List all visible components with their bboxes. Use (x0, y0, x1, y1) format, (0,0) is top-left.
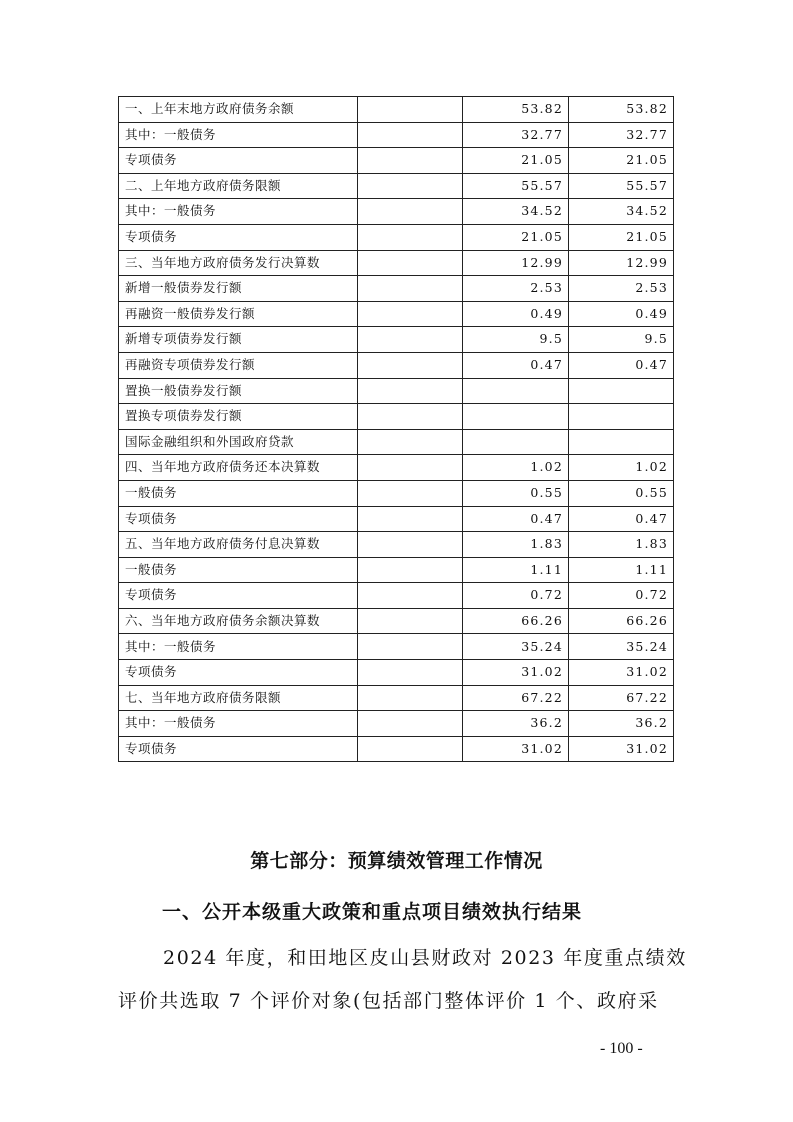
row-label-cell: 新增一般债券发行额 (119, 276, 358, 302)
row-col2-cell (358, 583, 463, 609)
row-label-cell: 其中：一般债务 (119, 122, 358, 148)
row-col4-cell: 35.24 (569, 634, 674, 660)
table-row (119, 199, 674, 225)
row-col2-cell (358, 634, 463, 660)
row-col3-cell: 21.05 (463, 224, 569, 250)
row-col4-cell (569, 404, 674, 430)
row-col4-cell: 31.02 (569, 660, 674, 686)
row-col2-cell (358, 736, 463, 762)
row-col4-cell: 0.47 (569, 352, 674, 378)
row-col4-cell: 0.72 (569, 583, 674, 609)
row-label-cell: 四、当年地方政府债务还本决算数 (119, 455, 358, 481)
debt-table-body (119, 97, 674, 762)
page-number: - 100 - (600, 1040, 643, 1057)
table-row (119, 711, 674, 737)
row-col4-cell: 0.55 (569, 480, 674, 506)
row-label-cell: 置换专项债券发行额 (119, 404, 358, 430)
row-label-cell: 再融资一般债券发行额 (119, 301, 358, 327)
row-col4-cell: 66.26 (569, 608, 674, 634)
row-col3-cell (463, 429, 569, 455)
row-col3-cell (463, 404, 569, 430)
row-label-cell: 其中：一般债务 (119, 711, 358, 737)
row-col4-cell: 1.02 (569, 455, 674, 481)
row-label-cell: 其中：一般债务 (119, 199, 358, 225)
row-label-cell: 专项债务 (119, 148, 358, 174)
table-row (119, 634, 674, 660)
row-label-cell: 其中：一般债务 (119, 634, 358, 660)
row-col3-cell: 35.24 (463, 634, 569, 660)
row-col4-cell: 34.52 (569, 199, 674, 225)
row-col2-cell (358, 250, 463, 276)
row-label-cell: 专项债务 (119, 660, 358, 686)
row-col3-cell: 0.47 (463, 352, 569, 378)
row-col3-cell: 21.05 (463, 148, 569, 174)
row-col2-cell (358, 557, 463, 583)
row-col4-cell: 2.53 (569, 276, 674, 302)
row-col3-cell: 31.02 (463, 660, 569, 686)
row-col2-cell (358, 276, 463, 302)
row-label-cell: 七、当年地方政府债务限额 (119, 685, 358, 711)
row-col3-cell: 36.2 (463, 711, 569, 737)
row-col4-cell: 67.22 (569, 685, 674, 711)
row-col2-cell (358, 327, 463, 353)
row-col4-cell: 21.05 (569, 224, 674, 250)
row-col3-cell (463, 378, 569, 404)
row-col3-cell: 0.72 (463, 583, 569, 609)
row-col2-cell (358, 506, 463, 532)
row-label-cell: 一般债务 (119, 480, 358, 506)
row-label-cell: 专项债务 (119, 224, 358, 250)
row-col2-cell (358, 404, 463, 430)
table-row (119, 429, 674, 455)
row-col3-cell: 12.99 (463, 250, 569, 276)
row-col4-cell: 36.2 (569, 711, 674, 737)
debt-table (118, 96, 674, 762)
row-label-cell: 专项债务 (119, 506, 358, 532)
row-col3-cell: 9.5 (463, 327, 569, 353)
paragraph-line-1: 2024 年度，和田地区皮山县财政对 2023 年度重点绩效 (163, 947, 687, 969)
table-row (119, 352, 674, 378)
row-label-cell: 三、当年地方政府债务发行决算数 (119, 250, 358, 276)
row-col3-cell: 0.55 (463, 480, 569, 506)
paragraph-line-2: 评价共选取 7 个评价对象(包括部门整体评价 1 个、政府采 (118, 990, 659, 1012)
row-col3-cell: 32.77 (463, 122, 569, 148)
row-col2-cell (358, 148, 463, 174)
row-col2-cell (358, 352, 463, 378)
table-row (119, 506, 674, 532)
row-col4-cell (569, 378, 674, 404)
row-col2-cell (358, 301, 463, 327)
row-col2-cell (358, 378, 463, 404)
row-label-cell: 专项债务 (119, 583, 358, 609)
row-col2-cell (358, 608, 463, 634)
table-row (119, 378, 674, 404)
row-col3-cell: 1.11 (463, 557, 569, 583)
row-col4-cell: 9.5 (569, 327, 674, 353)
table-row (119, 148, 674, 174)
table-row (119, 455, 674, 481)
table-row (119, 250, 674, 276)
section-title: 第七部分：预算绩效管理工作情况 (250, 850, 543, 872)
row-label-cell: 二、上年地方政府债务限额 (119, 173, 358, 199)
row-col4-cell: 53.82 (569, 97, 674, 123)
row-col2-cell (358, 711, 463, 737)
row-label-cell: 新增专项债券发行额 (119, 327, 358, 353)
row-col4-cell: 12.99 (569, 250, 674, 276)
row-col4-cell: 1.11 (569, 557, 674, 583)
table-row (119, 532, 674, 558)
row-label-cell: 六、当年地方政府债务余额决算数 (119, 608, 358, 634)
table-row (119, 224, 674, 250)
row-col3-cell: 31.02 (463, 736, 569, 762)
row-col3-cell: 0.47 (463, 506, 569, 532)
row-col3-cell: 66.26 (463, 608, 569, 634)
row-col2-cell (358, 224, 463, 250)
row-col2-cell (358, 173, 463, 199)
table-row (119, 301, 674, 327)
sub-title: 一、公开本级重大政策和重点项目绩效执行结果 (162, 901, 583, 923)
row-col2-cell (358, 429, 463, 455)
row-col3-cell: 1.83 (463, 532, 569, 558)
row-col4-cell: 32.77 (569, 122, 674, 148)
row-col2-cell (358, 122, 463, 148)
table-row (119, 736, 674, 762)
table-row (119, 583, 674, 609)
table-row (119, 97, 674, 123)
table-row (119, 327, 674, 353)
row-label-cell: 一、上年末地方政府债务余额 (119, 97, 358, 123)
row-col4-cell: 0.49 (569, 301, 674, 327)
table-row (119, 557, 674, 583)
row-col4-cell: 0.47 (569, 506, 674, 532)
row-col2-cell (358, 199, 463, 225)
row-col2-cell (358, 455, 463, 481)
row-label-cell: 国际金融组织和外国政府贷款 (119, 429, 358, 455)
row-label-cell: 再融资专项债券发行额 (119, 352, 358, 378)
row-col3-cell: 2.53 (463, 276, 569, 302)
row-col3-cell: 0.49 (463, 301, 569, 327)
row-col4-cell: 31.02 (569, 736, 674, 762)
table-row (119, 122, 674, 148)
row-col3-cell: 1.02 (463, 455, 569, 481)
table-row (119, 276, 674, 302)
row-col4-cell: 1.83 (569, 532, 674, 558)
row-col4-cell: 21.05 (569, 148, 674, 174)
table-row (119, 660, 674, 686)
row-col3-cell: 55.57 (463, 173, 569, 199)
table-row (119, 480, 674, 506)
row-col4-cell (569, 429, 674, 455)
row-col3-cell: 67.22 (463, 685, 569, 711)
row-label-cell: 置换一般债券发行额 (119, 378, 358, 404)
row-col3-cell: 53.82 (463, 97, 569, 123)
table-row (119, 404, 674, 430)
row-col2-cell (358, 685, 463, 711)
row-col4-cell: 55.57 (569, 173, 674, 199)
row-col2-cell (358, 660, 463, 686)
table-row (119, 173, 674, 199)
row-label-cell: 专项债务 (119, 736, 358, 762)
row-label-cell: 五、当年地方政府债务付息决算数 (119, 532, 358, 558)
row-col2-cell (358, 97, 463, 123)
table-row (119, 608, 674, 634)
row-col2-cell (358, 532, 463, 558)
table-row (119, 685, 674, 711)
row-col3-cell: 34.52 (463, 199, 569, 225)
row-label-cell: 一般债务 (119, 557, 358, 583)
row-col2-cell (358, 480, 463, 506)
